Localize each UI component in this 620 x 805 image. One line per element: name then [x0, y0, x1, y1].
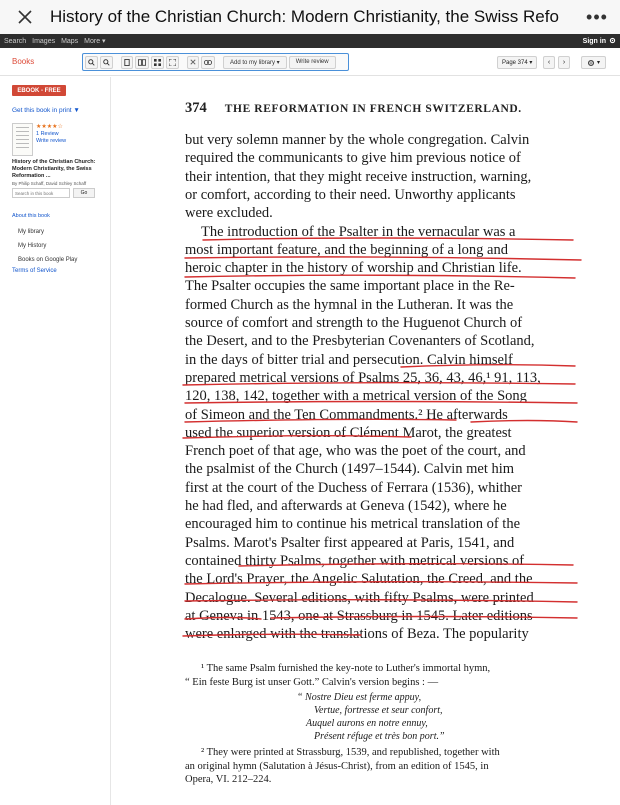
page-text-line: prepared metrical versions of Psalms 25, 36, 43, 46,¹ 91, 113,	[185, 369, 541, 386]
poem-line: Présent réfuge et très bon port.”	[314, 731, 445, 742]
signin-link[interactable]: Sign in	[582, 37, 606, 45]
zoom-out-icon[interactable]	[100, 56, 113, 69]
chevron-down-icon: ▾	[596, 60, 600, 66]
footnote-line: “ Ein feste Burg ist unser Gott.” Calvin's version begins : —	[185, 676, 439, 688]
page-text-line: Psalms. Marot's Psalter first appeared at Paris, 1541, and	[185, 534, 515, 551]
poem-line: Vertue, fortresse et seur confort,	[314, 705, 443, 716]
single-page-view-icon[interactable]	[121, 56, 133, 69]
settings-gear-icon	[587, 59, 595, 67]
close-icon[interactable]	[0, 0, 50, 34]
books-toolbar	[0, 48, 620, 76]
page-text-line: or comfort, according to their need. Unworthy applicants	[185, 186, 516, 203]
poem-line: Auquel aurons en notre ennuy,	[306, 718, 428, 729]
gbar-more-link[interactable]: More ▾	[84, 38, 106, 45]
page-text-line: of Simeon and the Ten Commandments.² He afterwards	[185, 406, 508, 423]
link-icon[interactable]	[201, 56, 215, 69]
fullscreen-icon[interactable]	[166, 56, 179, 69]
gear-icon[interactable]	[609, 37, 616, 46]
page-text-line: source of comfort and strength to the Huguenot Church of	[185, 315, 523, 331]
review-links	[36, 131, 66, 145]
page-text-line: in the days of bitter trial and persecution. Calvin himself	[185, 351, 513, 368]
search-in-book	[12, 188, 95, 198]
gbar-maps-link[interactable]: Maps	[61, 38, 79, 45]
page-text-line: used the superior version of Clément Marot, the greatest	[185, 424, 512, 441]
book-title: History of the Christian Church: Modern Christianity, the Swiss Reformation ...	[12, 159, 96, 179]
more-icon[interactable]: •••	[586, 6, 608, 27]
about-book-link[interactable]: About this book	[12, 213, 50, 219]
footnote-line: ¹ The same Psalm furnished the key-note to Luther's immortal hymn,	[201, 663, 491, 674]
go-button[interactable]: Go	[73, 188, 95, 198]
rating-stars: ★★★★☆	[36, 124, 63, 130]
page-text-line: contained thirty Psalms, together with metrical versions of	[185, 552, 525, 569]
poem-line: “ Nostre Dieu est ferme appuy,	[297, 692, 422, 703]
reviews-link[interactable]: 1 Review	[36, 131, 59, 137]
two-page-view-icon[interactable]	[135, 56, 149, 69]
my-library-link[interactable]: My library	[18, 229, 45, 235]
page-text-line: the Desert, and to the Presbyterian Covenanters of Scotland,	[185, 333, 535, 350]
page-text-line: The Psalter occupies the same important place in the Re-	[185, 278, 515, 295]
page-text-line: Decalogue. Several editions, with fifty Psalms, were printed	[185, 589, 534, 606]
page-text-line: first at the court of the Duchess of Ferrara (1536), whither	[185, 479, 523, 496]
gbar-search-link[interactable]: Search	[4, 38, 27, 45]
settings-button[interactable]	[581, 56, 606, 69]
page-text-line: heroic chapter in the history of worship and Christian life.	[185, 260, 522, 277]
page-text-line: the Lord's Prayer, the Angelic Salutation, the Creed, and the	[185, 571, 533, 588]
page-text-line: at Geneva in 1543, one at Strassburg in 1545. Later editions	[185, 607, 533, 624]
gbar-images-link[interactable]: Images	[32, 38, 56, 45]
footnote-line: ² They were printed at Strassburg, 1539, and republished, together with	[201, 747, 500, 758]
page-text-line: French poet of that age, who was the poet of the court, and	[185, 443, 526, 460]
page-text-line: required the communicants to give him previous notice of	[185, 150, 521, 167]
running-head	[185, 100, 620, 117]
next-page-button[interactable]: ›	[558, 56, 570, 69]
books-google-play-link[interactable]: Books on Google Play	[18, 257, 78, 263]
book-cover[interactable]	[12, 123, 33, 156]
zoom-in-icon[interactable]	[85, 56, 98, 69]
viewer-toolbar	[82, 53, 349, 71]
page-text-line: the psalmist of the Church (1497–1544). Calvin met him	[185, 461, 515, 478]
book-authors: By Philip Schaff, David Schley Schaff	[12, 181, 87, 186]
book-sidebar	[0, 77, 111, 805]
sidebar-write-review-link[interactable]: Write review	[36, 138, 67, 144]
page-select[interactable]: Page 374 ▾	[497, 56, 537, 69]
page-text-line: formed Church as the hymnal in the Lutheran. It was the	[185, 296, 514, 313]
terms-link[interactable]: Terms of Service	[12, 268, 57, 274]
running-title: THE REFORMATION IN FRENCH SWITZERLAND.	[224, 103, 522, 115]
thumbnail-view-icon[interactable]	[151, 56, 164, 69]
page-text-line: their intention, that they might receive instruction, warning,	[185, 168, 532, 185]
page-text-line: most important feature, and the beginning of a long and	[185, 241, 508, 258]
book-page	[111, 77, 620, 805]
page-text-line: encouraged him to continue his metrical translation of the	[185, 516, 521, 533]
window-title: History of the Christian Church: Modern Christianity, the Swiss Refo	[50, 7, 559, 26]
prev-page-button[interactable]: ‹	[543, 56, 555, 69]
page-text-line: were enlarged with the translations of Beza. The popularity	[185, 626, 529, 643]
get-print-link[interactable]: Get this book in print ▼	[12, 107, 80, 114]
footnote-line: Opera, VI. 212–224.	[185, 774, 272, 785]
add-to-library-button[interactable]: Add to my library ▾	[223, 56, 287, 69]
clear-search-icon[interactable]	[187, 56, 199, 69]
signin-area	[583, 37, 616, 46]
page-text-line: 120, 138, 142, together with a metrical version of the Song	[185, 388, 527, 405]
write-review-button[interactable]: Write review	[289, 56, 336, 69]
sidebar-links	[18, 229, 77, 271]
page-text-line: he had fled, and afterwards at Geneva (1542), where he	[185, 498, 507, 514]
ebook-free-button[interactable]: EBOOK - FREE	[12, 85, 66, 96]
app-titlebar	[0, 0, 620, 34]
footnote-line: an original hymn (Salutation à Jésus-Christ), from an edition of 1545, in	[185, 760, 489, 772]
page-text-line: but very solemn manner by the whole congregation. Calvin	[185, 132, 530, 148]
books-brand[interactable]: Books	[12, 57, 35, 66]
google-bar	[0, 34, 620, 48]
page-number: 374	[185, 100, 207, 116]
search-in-book-input[interactable]	[12, 188, 70, 198]
page-text-line: were excluded.	[185, 205, 273, 222]
my-history-link[interactable]: My History	[18, 243, 47, 249]
page-text-line: The introduction of the Psalter in the vernacular was a	[201, 223, 516, 240]
